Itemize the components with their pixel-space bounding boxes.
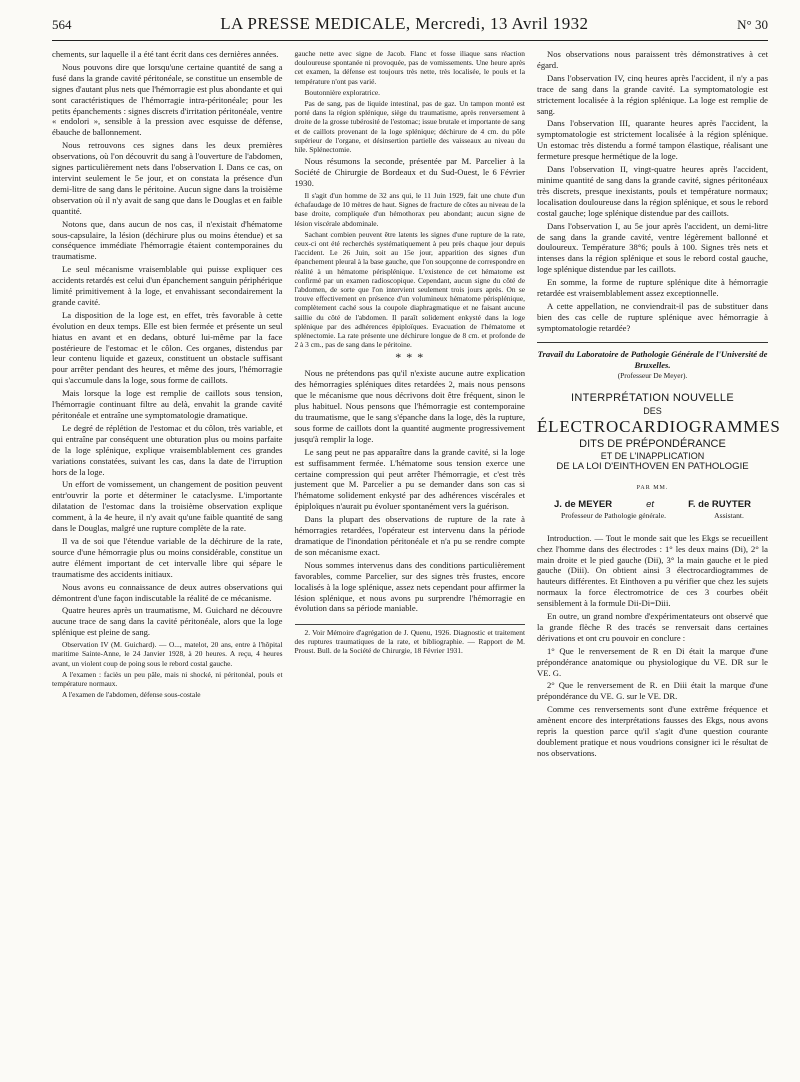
observation-text: Observation IV (M. Guichard). — O..., matelot, 20 ans, entre à l'hôpital maritime Sainte-Anne, le 24 Janvier 1928, à 20 heures. A reçu, 4 heures avant, un violent coup de poing sous le rebord costal gauche. bbox=[52, 640, 283, 668]
paragraph: Le degré de réplétion de l'estomac et du côlon, très variable, et qui entraîne par conséquent une obturation plus ou moins parfaite de la loge splénique, explique vraisemblablement ces grandes variations constatées, suivant les cas, dans la date de l'irruption hors de la loge. bbox=[52, 422, 283, 477]
paragraph: Quatre heures après un traumatisme, M. Guichard ne découvre aucune trace de sang dans la cavité péritonéale, alors que la loge splénique est pleine de sang. bbox=[52, 605, 283, 638]
paragraph: chements, sur laquelle il a été tant écrit dans ces dernières années. bbox=[52, 49, 279, 59]
article-title-main: ÉLECTROCARDIOGRAMMES bbox=[537, 416, 781, 436]
new-article-heading bbox=[537, 342, 781, 521]
observation-text: A l'examen de l'abdomen, défense sous-costale bbox=[62, 690, 201, 700]
observation-text: gauche nette avec signe de Jacob. Flanc et fosse iliaque sans réaction douloureuse spontanée ni provoquée, pas de vomissements. Une heure après cet examen, la défense est toujours très nette, très localisée, le pouls et la température n'ont pas varié. bbox=[294, 49, 525, 86]
paragraph: Le sang peut ne pas apparaître dans la grande cavité, si la loge est suffisamment fermée. L'hématome sous tension exerce une certaine compression qui peut arrêter l'hémorragie, et c'est très justement que M. Parcelier a pu se demander dans son cas si l'hématome solidement enkysté par des adhérences viscérales et épiploïques n'aurait pu évoluer spontanément vers la guérison. bbox=[294, 446, 525, 512]
observation-text: Sachant combien peuvent être latents les signes d'une rupture de la rate, ceux-ci ont été recherchés systématiquement à peu près chaque jour depuis l'accident. Le 26 Juin, soit au 15e jour, apparition des signes d'un épanchement pleural à la base gauche, que l'on soupçonne de correspondre en réalité à un hématome périsplénique. L'existence de cet hématome est confirmé par un examen radioscopique. Cependant, aucun signe du côté de l'abdomen, de sorte que l'on intervient seulement trois jours après. On se trouve effectivement en présence d'un volumineux hématome périsplénique, complètement caché sous la coupole diaphragmatique et ne faisant aucune saillie du côté de l'abdomen. Il paraît solidement enkysté dans la loge splénique par des adhérences épiploïques. Evacuation de l'hématome et splénectomie. La rate présente une déchirure longue de 8 cm. et profonde de 2 à 3 cm., pas de sang dans le péritoine. bbox=[294, 229, 525, 350]
laboratory-line: Travail du Laboratoire de Pathologie Générale de l'Université de Bruxelles. bbox=[537, 348, 768, 370]
paragraph: En outre, un grand nombre d'expérimentateurs ont observé que la grande flèche R des tracés se renversait dans certaines dérivations et ont cru pouvoir en conclure : bbox=[537, 611, 768, 643]
paragraph: En somme, la forme de rupture splénique dite à hémorragie retardée est vraisemblablement assez exceptionnelle. bbox=[537, 277, 768, 299]
paragraph: La disposition de la loge est, en effet, très favorable à cette évolution en deux temps. Elle est bien fermée et présente un seul hiatus en avant et en dedans, obturé lui-même par la face postérieure de l'estomac et le côlon. Ces organes, distendus par leur contenu liquide et gazeux, constituent un obstacle suffisant pour arrêter pendant des heures, et même des jours, l'hémorragie qui s'accumule dans la loge, sous forme de caillots. bbox=[52, 309, 283, 386]
paragraph: A cette appellation, ne conviendrait-il pas de substituer dans bien des cas celle de rupture splénique avec hémorragie à symptomatologie retardée? bbox=[537, 300, 768, 333]
paragraph: Un effort de vomissement, un changement de position peuvent entr'ouvrir la porte et déterminer le cataclysme. L'importante dilatation de l'estomac dans la troisième observation explique comment, à la 4e heure, il n'y avait qu'une faible quantité de sang dans le Douglas, malgré une rupture complète de la rate. bbox=[52, 479, 283, 534]
paragraph: Nous sommes intervenus dans des conditions particulièrement favorables, comme Parcelier, sur des signes très frustes, encore localisés à la loge splénique, assez nets cependant pour affirmer la lésion splénique, et nous avons pu surprendre l'hémorragie en évolution dans sa période maniable. bbox=[294, 559, 525, 614]
paragraph: Dans la plupart des observations de rupture de la rate à hémorragies retardées, l'opérateur est intervenu dans la période dramatique de l'inondation péritonéale et n'a pu se rendre compte de son mécanisme exact. bbox=[294, 514, 525, 557]
footnote: 2. Voir Mémoire d'agrégation de J. Quenu, 1926. Diagnostic et traitement des ruptures traumatiques de la rate, et bibliographie. — Rapport de M. Proust. Bull. de la Société de Chirurgie, 18 Février 1931. bbox=[294, 628, 525, 656]
paragraph: Nous pouvons dire que lorsqu'une certaine quantité de sang a fusé dans la grande cavité péritonéale, se constitue un ensemble de signes d'autant plus nets que l'hémorragie est plus abondante et qui sont caractéristiques de l'hémorragie intra-péritonéale; pour les petits épanchements : signes discrets d'irritation péritonéale, ventre « endolori », sensible à la pression avec esquisse de défense, ébauche de ballonnement. bbox=[52, 61, 283, 138]
paragraph: Mais lorsque la loge est remplie de caillots sous tension, l'hémorragie continuant filtre au delà, envahit la grande cavité péritonéale et entraîne une symptomatologie dramatique. bbox=[52, 388, 283, 420]
page-header bbox=[52, 14, 768, 41]
paragraph: Dans l'observation I, au 5e jour après l'accident, un demi-litre de sang dans la grande cavité, ventre légèrement ballonné et douloureux. Température 38°6; pouls à 100. Signes très nets et intenses dans la région splénique et sous le rebord costal gauche, loge splénique distendue par les caillots. bbox=[537, 220, 768, 275]
issue-number: N° 30 bbox=[737, 17, 768, 32]
paragraph: Dans l'observation III, quarante heures après l'accident, la symptomatologie est strictement localisée à la région splénique. Un estomac très distendu a formé tampon élastique, réalisant une fermeture presque hermétique de la loge. bbox=[537, 118, 768, 162]
observation-text: A l'examen : faciès un peu pâle, mais ni shocké, ni péritonéal, pouls et température normaux. bbox=[52, 669, 283, 688]
paragraph: Le seul mécanisme vraisemblable qui puisse expliquer ces accidents retardés est celui d'un épanchement sanguin périphérique limité primitivement à la loge, et envahissant secondairement la grande cavité. bbox=[52, 264, 283, 307]
article-title-line5: DE LA LOI D'EINTHOVEN EN PATHOLOGIE bbox=[556, 461, 749, 473]
paragraph: Notons que, dans aucun de nos cas, il n'existait d'hématome sous-capsulaire, la lésion (déchirure plus ou moins étendue) et sa conséquence immédiate l'hémorragie étaient contemporaines du traumatisme. bbox=[52, 218, 283, 262]
observation-text: Il s'agit d'un homme de 32 ans qui, le 11 Juin 1929, fait une chute d'un échafaudage de 10 mètres de haut. Signes de fracture de côtes au niveau de la base droite, compliquée d'un hémothorax peu abondant; aucun signe de lésion viscérale abdominale. bbox=[294, 190, 525, 228]
author-affiliation: Professeur de Pathologie générale. bbox=[561, 511, 667, 521]
authors bbox=[537, 500, 768, 511]
paragraph: Nous avons eu connaissance de deux autres observations qui démontrent d'une façon indiscutable la réalité de ce mécanisme. bbox=[52, 581, 283, 603]
by-line: PAR MM. bbox=[636, 485, 669, 492]
page-number: 564 bbox=[52, 17, 72, 32]
footnotes bbox=[295, 624, 526, 655]
paragraph: Nous résumons la seconde, présentée par M. Parcelier à la Société de Chirurgie de Bordeaux et du Sud-Ouest, le 6 Février 1930. bbox=[294, 156, 525, 189]
paragraph: Nos observations nous paraissent très démonstratives à cet égard. bbox=[537, 49, 768, 70]
article-title-des: DES bbox=[643, 405, 662, 416]
article-title-line1: INTERPRÉTATION NOUVELLE bbox=[571, 391, 734, 404]
column-middle bbox=[295, 49, 526, 761]
observation-text: Boutonnière exploratrice. bbox=[304, 87, 381, 97]
author-affiliation: Assistant. bbox=[714, 511, 744, 521]
affiliations bbox=[537, 511, 768, 521]
paragraph: 2° Que le renversement de R. en Diii était la marque d'une prépondérance du VE. G. sur le VE. DR. bbox=[537, 680, 768, 702]
text-columns bbox=[52, 49, 781, 761]
column-left bbox=[52, 49, 283, 761]
professor-line: (Professeur De Meyer). bbox=[617, 370, 688, 380]
paragraph: 1° Que le renversement de R en Di était la marque d'une prépondérance anatomique ou physiologique du VE. DR sur le VE. G. bbox=[537, 645, 768, 678]
article-title-line3: DITS DE PRÉPONDÉRANCE bbox=[579, 437, 726, 450]
column-right bbox=[537, 49, 781, 761]
paragraph: Nous ne prétendons pas qu'il n'existe aucune autre explication des hémorragies spléniques dites retardées 2, mais nous pensons que le mécanisme que nous décrivons doit être fréquent, sinon le plus habituel. Nous pensons que l'hémorragie est contemporaine du traumatisme, que le sang s'épanche dans la loge, dès la rupture, sous forme de caillots dont la quantité augmente progressivement jusqu'à remplir la loge. bbox=[294, 368, 525, 444]
observation-text: Pas de sang, pas de liquide intestinal, pas de gaz. Un tampon monté est porté dans la région splénique, siège du traumatisme, après renversement à droite de la grosse tubérosité de l'estomac; issue brutale et importante de sang et de caillots provenant de la loge splénique; déchirure de 4 cm. du pôle supérieur de l'organe, et désinsertion partielle des vaisseaux au niveau du hile. Splénectomie. bbox=[294, 99, 525, 155]
paragraph: Dans l'observation IV, cinq heures après l'accident, il n'y a pas trace de sang dans la grande cavité. La symptomatologie est strictement localisée à la région splénique. La loge est remplie de sang. bbox=[537, 72, 768, 116]
paragraph: Comme ces renversements sont d'une extrême fréquence et amènent encore des interprétations fausses des Ekgs, nous avons repris la question parce qu'il s'agit d'une question courante doublement pratique et nous voudrions consigner ici le résultat de nos observations. bbox=[537, 704, 768, 758]
running-title: LA PRESSE MEDICALE, Mercredi, 13 Avril 1932 bbox=[220, 14, 589, 33]
paragraph: Il va de soi que l'étendue variable de la déchirure de la rate, source d'une hémorragie plus ou moins considérable, constitue un autre élément important de cet intervalle libre qui sépare le traumatisme des accidents initiaux. bbox=[52, 535, 283, 579]
author-name: J. de MEYER bbox=[554, 499, 613, 511]
paragraph: Nous retrouvons ces signes dans les deux premières observations, où l'on découvrit du sang à l'ouverture de l'abdomen, signes particulièrement nets dans l'observation I. Dans ce cas, on intervint seulement le 5e jour, et on constata la présence d'un demi-litre de sang dans le péritoine. Aucun signe dans la troisième observation où il n'y avait de sang que dans le Douglas et en faible quantité. bbox=[52, 140, 283, 216]
paragraph: Dans l'observation II, vingt-quatre heures après l'accident, minime quantité de sang dans la grande cavité, signes péritonéaux très discrets, presque inexistants, pouls et température normaux; localisation douloureuse dans la région splénique, et sous le rebord costal gauche; loge splénique distendue par des caillots. bbox=[537, 164, 768, 218]
author-name: F. de RUYTER bbox=[688, 499, 751, 511]
section-separator: * * * bbox=[395, 350, 425, 365]
paragraph: Introduction. — Tout le monde sait que les Ekgs se recueillent chez l'homme dans des électrodes : 1° les deux mains (Di), 2° la main droite et le pied gauche (Dii), 3° la main gauche et le pied gauche (Diii). On obtient ainsi 3 électrocardiogrammes de hauteurs différentes. Et Einthoven a pu vérifier que chez les sujets normaux la force électromotrice de ces 3 courbes obéit sensiblement à la formule Dii-Di=Diii. bbox=[537, 532, 768, 609]
author-conjunction: et bbox=[646, 499, 655, 511]
article-title-line4: ET DE L'INAPPLICATION bbox=[600, 451, 705, 462]
